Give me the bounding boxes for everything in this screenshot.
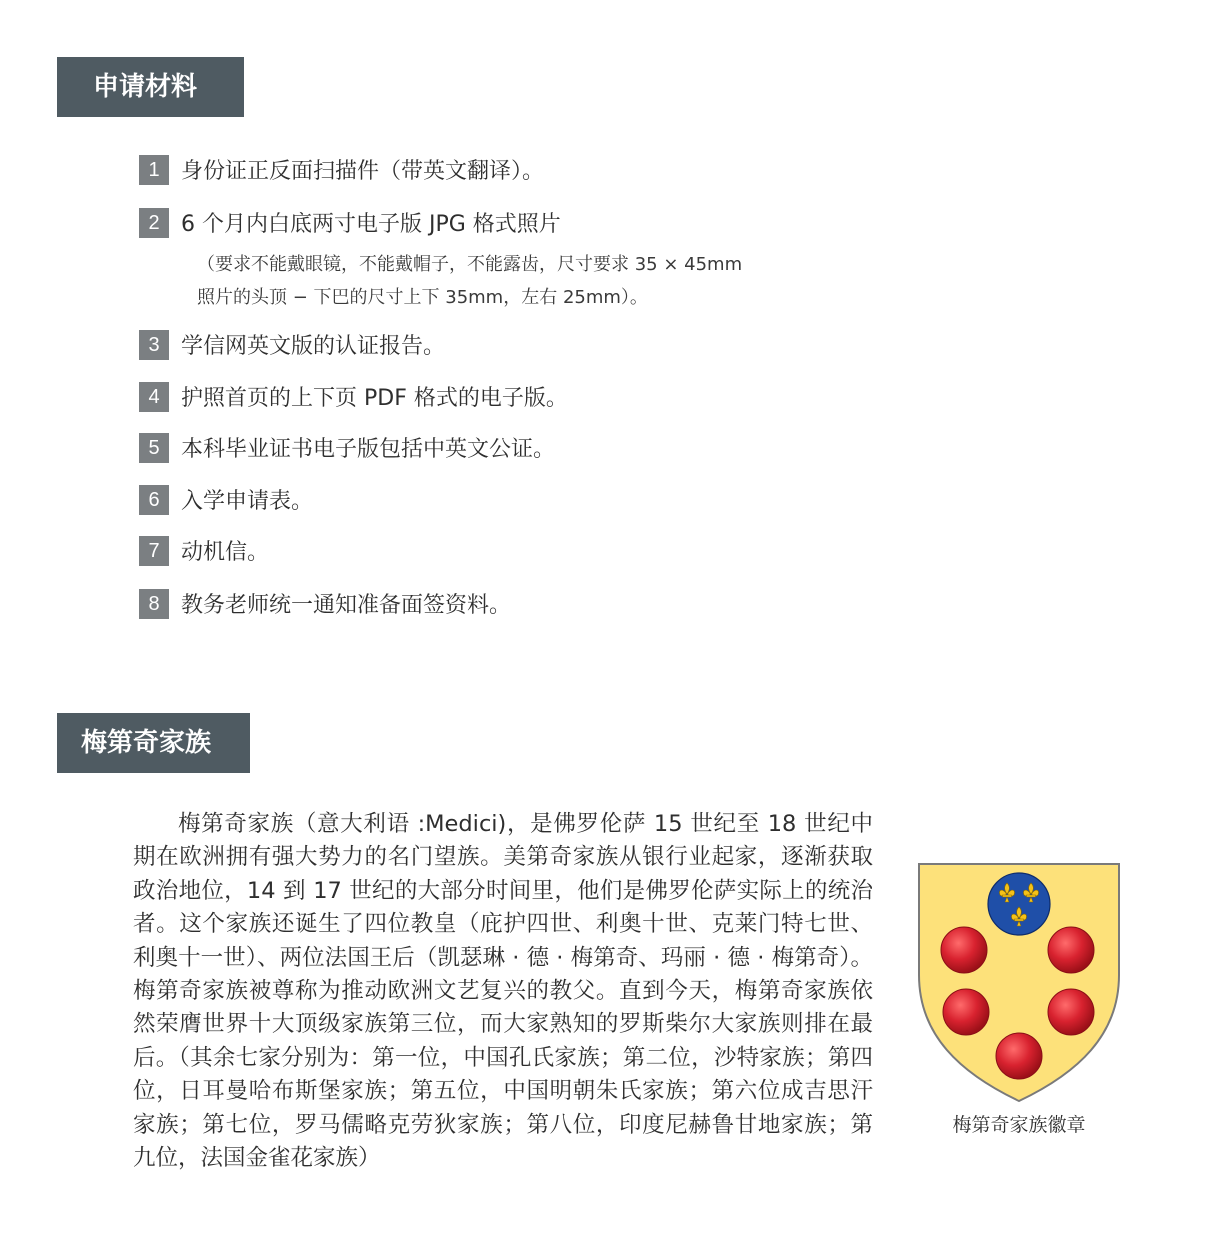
section-title-medici-family: 梅第奇家族 xyxy=(57,713,250,773)
item-number-badge: 4 xyxy=(139,382,169,412)
item-number-badge: 8 xyxy=(139,589,169,619)
item-number-badge: 3 xyxy=(139,330,169,360)
item-number-badge: 7 xyxy=(139,536,169,566)
section-title-application-materials: 申请材料 xyxy=(57,57,244,117)
item-number-badge: 2 xyxy=(139,208,169,238)
item-text: 身份证正反面扫描件（带英文翻译）。 xyxy=(181,159,545,184)
item-number-badge: 6 xyxy=(139,485,169,515)
item-text: 学信网英文版的认证报告。 xyxy=(181,334,446,359)
item-text: 本科毕业证书电子版包括中英文公证。 xyxy=(181,437,556,462)
item-note: 照片的头顶 − 下巴的尺寸上下 35mm，左右 25mm）。 xyxy=(197,287,648,308)
item-text: 护照首页的上下页 PDF 格式的电子版。 xyxy=(181,386,568,411)
blue-roundel xyxy=(988,873,1050,935)
item-note: （要求不能戴眼镜，不能戴帽子，不能露齿，尺寸要求 35 × 45mm xyxy=(197,254,743,275)
item-text: 入学申请表。 xyxy=(181,489,314,514)
medici-coat-of-arms-icon xyxy=(918,863,1120,1103)
medici-description-paragraph: 梅第奇家族（意大利语 :Medici)，是佛罗伦萨 15 世纪至 18 世纪中期在欧洲拥有强大势力的名门望族。美第奇家族从银行业起家，逐渐获取政治地位，14 到 17 世纪的大部分时间里，他们是佛罗伦萨实际上的统治者。这个家族还诞生了四位教皇（庇护四世、利奥十世、克莱门特七世、利奥十一世）、两位法国王后（凯瑟琳 · 德 · 梅第奇、玛丽 · 德 · 梅第奇）。梅第奇家族被尊称为推动欧洲文艺复兴的教父。直到今天，梅第奇家族依然荣膺世界十大顶级家族第三位，而大家熟知的罗斯柴尔大家族则排在最后。（其余七家分别为：第一位，中国孔氏家族；第二位，沙特家族；第四位，日耳曼哈布斯堡家族；第五位，中国明朝朱氏家族；第六位成吉思汗家族；第七位，罗马儒略克劳狄家族；第八位，印度尼赫鲁甘地家族；第九位，法国金雀花家族） xyxy=(133,811,873,1172)
item-text: 6 个月内白底两寸电子版 JPG 格式照片 xyxy=(181,212,561,237)
item-text: 动机信。 xyxy=(181,540,270,565)
item-number-badge: 1 xyxy=(139,155,169,185)
item-text: 教务老师统一通知准备面签资料。 xyxy=(181,593,512,618)
item-number-badge: 5 xyxy=(139,433,169,463)
crest-caption: 梅第奇家族徽章 xyxy=(952,1114,1086,1136)
